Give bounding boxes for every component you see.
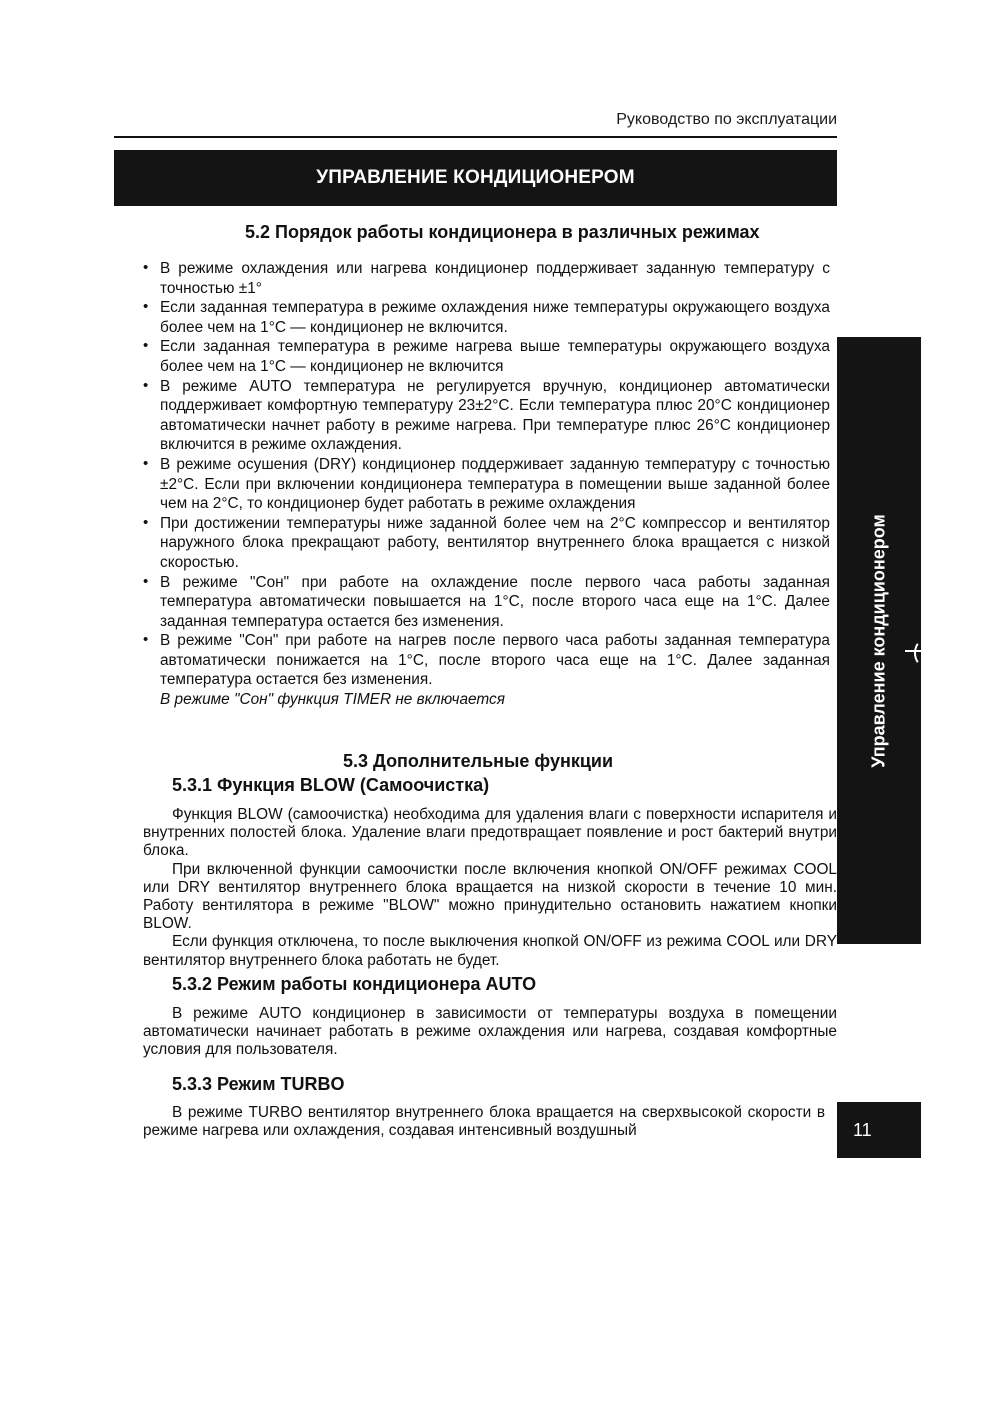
list-item	[140, 337, 830, 376]
list-item	[140, 377, 830, 455]
bullet-icon: •	[143, 513, 149, 531]
paragraph: Функция BLOW (самоочистка) необходима для удаления влаги с поверхности испарителя и внутренних полостей блока. Удаление влаги предотвращает появление и рост бактерий внутри блока.	[143, 806, 837, 860]
list-item-text: Если заданная температура в режиме охлаждения ниже температуры окружающего воздуха более чем на 1°C — кондиционер не включится.	[160, 299, 830, 336]
header-rule	[114, 136, 837, 138]
auto-text	[143, 1005, 837, 1060]
section-5-2-heading: 5.2 Порядок работы кондиционера в различных режимах	[245, 222, 760, 242]
auto-heading: 5.3.2 Режим работы кондиционера AUTO	[172, 974, 537, 994]
blow-text	[143, 806, 837, 970]
bullet-icon: •	[143, 572, 149, 590]
page-number: 11	[853, 1120, 872, 1140]
list-item	[140, 514, 830, 573]
page-number-tab	[837, 1102, 921, 1158]
bullet-icon: •	[143, 454, 149, 472]
bullet-icon: •	[143, 298, 149, 316]
section-5-3-heading: 5.3 Дополнительные функции	[343, 751, 614, 771]
bullet-icon: •	[143, 337, 149, 355]
list-item-text: В режиме охлаждения или нагрева кондиционер поддерживает заданную температуру с точностью ±1°	[160, 260, 830, 297]
sleep-mode-note: В режиме "Сон" функция TIMER не включается	[160, 691, 505, 709]
list-item-text: В режиме AUTO температура не регулируется вручную, кондиционер автоматически поддерживает комфортную температуру 23±2°C. Если температура плюс 20°C кондиционер автоматически начнет работу в режиме нагрева. При температуре плюс 26°C кондиционер включится в режиме охлаждения.	[160, 377, 830, 454]
list-item	[140, 573, 830, 632]
list-item-text: При достижении температуры ниже заданной более чем на 2°C компрессор и вентилятор наружного блока прекращают работу, вентилятор внутреннего блока вращается с низкой скоростью.	[160, 514, 830, 571]
turbo-heading: 5.3.3 Режим TURBO	[172, 1074, 345, 1094]
list-item-text: В режиме осушения (DRY) кондиционер поддерживает заданную температуру с точностью ±2°C. Если при включении кондиционера температура в помещении выше заданной более чем на 2°C, то кондиционер будет работать в режиме охлаждения	[160, 455, 830, 513]
running-header: Руководство по эксплуатации	[616, 111, 837, 128]
paragraph: При включенной функции самоочистки после включения кнопкой ON/OFF режимах COOL или DRY вентилятор внутреннего блока вращается на низкой скорости в течение 10 мин. Работу вентилятора в режиме "BLOW" можно принудительно остановить нажатием кнопки BLOW.	[143, 860, 837, 933]
side-chapter-tab	[837, 337, 921, 944]
bullet-icon: •	[143, 631, 149, 649]
chapter-title: УПРАВЛЕНИЕ КОНДИЦИОНЕРОМ	[316, 167, 635, 188]
list-item	[140, 455, 830, 514]
paragraph: Если функция отключена, то после выключения кнопкой ON/OFF из режима COOL или DRY вентилятор внутреннего блока работать не будет.	[143, 933, 837, 969]
list-item	[140, 259, 830, 298]
bullet-icon: •	[143, 376, 149, 394]
list-item-text: В режиме "Сон" при работе на охлаждение после первого часа работы заданная температура автоматически повышается на 1°C, после второго часа еще на 1°C. Далее заданная температура остается без изменения.	[160, 573, 830, 630]
paragraph: В режиме AUTO кондиционер в зависимости от температуры воздуха в помещении автоматически начинает работать в режиме охлаждения или нагрева, создавая комфортные условия для пользователя.	[143, 1005, 837, 1059]
side-chapter-tab-label: Управление кондиционером	[868, 513, 889, 768]
mode-bullet-list	[140, 259, 830, 710]
turbo-text	[143, 1104, 825, 1140]
paragraph: В режиме TURBO вентилятор внутреннего блока вращается на сверхвысокой скорости в режиме нагрева или охлаждения, создавая интенсивный воздушный	[143, 1104, 825, 1140]
list-item	[140, 298, 830, 337]
chapter-title-bar	[114, 150, 837, 206]
bullet-icon: •	[143, 259, 149, 276]
blow-heading: 5.3.1 Функция BLOW (Самоочистка)	[172, 775, 490, 795]
list-item-text: В режиме "Сон" при работе на нагрев после первого часа работы заданная температура автоматически понижается на 1°C, после второго часа еще на 1°C. Далее заданная температура остается без изменения.	[160, 632, 830, 689]
list-item	[140, 631, 830, 709]
registration-mark-arc	[914, 640, 932, 666]
list-item-text: Если заданная температура в режиме нагрева выше температуры окружающего воздуха более чем на 1°C — кондиционер не включится	[160, 338, 830, 375]
